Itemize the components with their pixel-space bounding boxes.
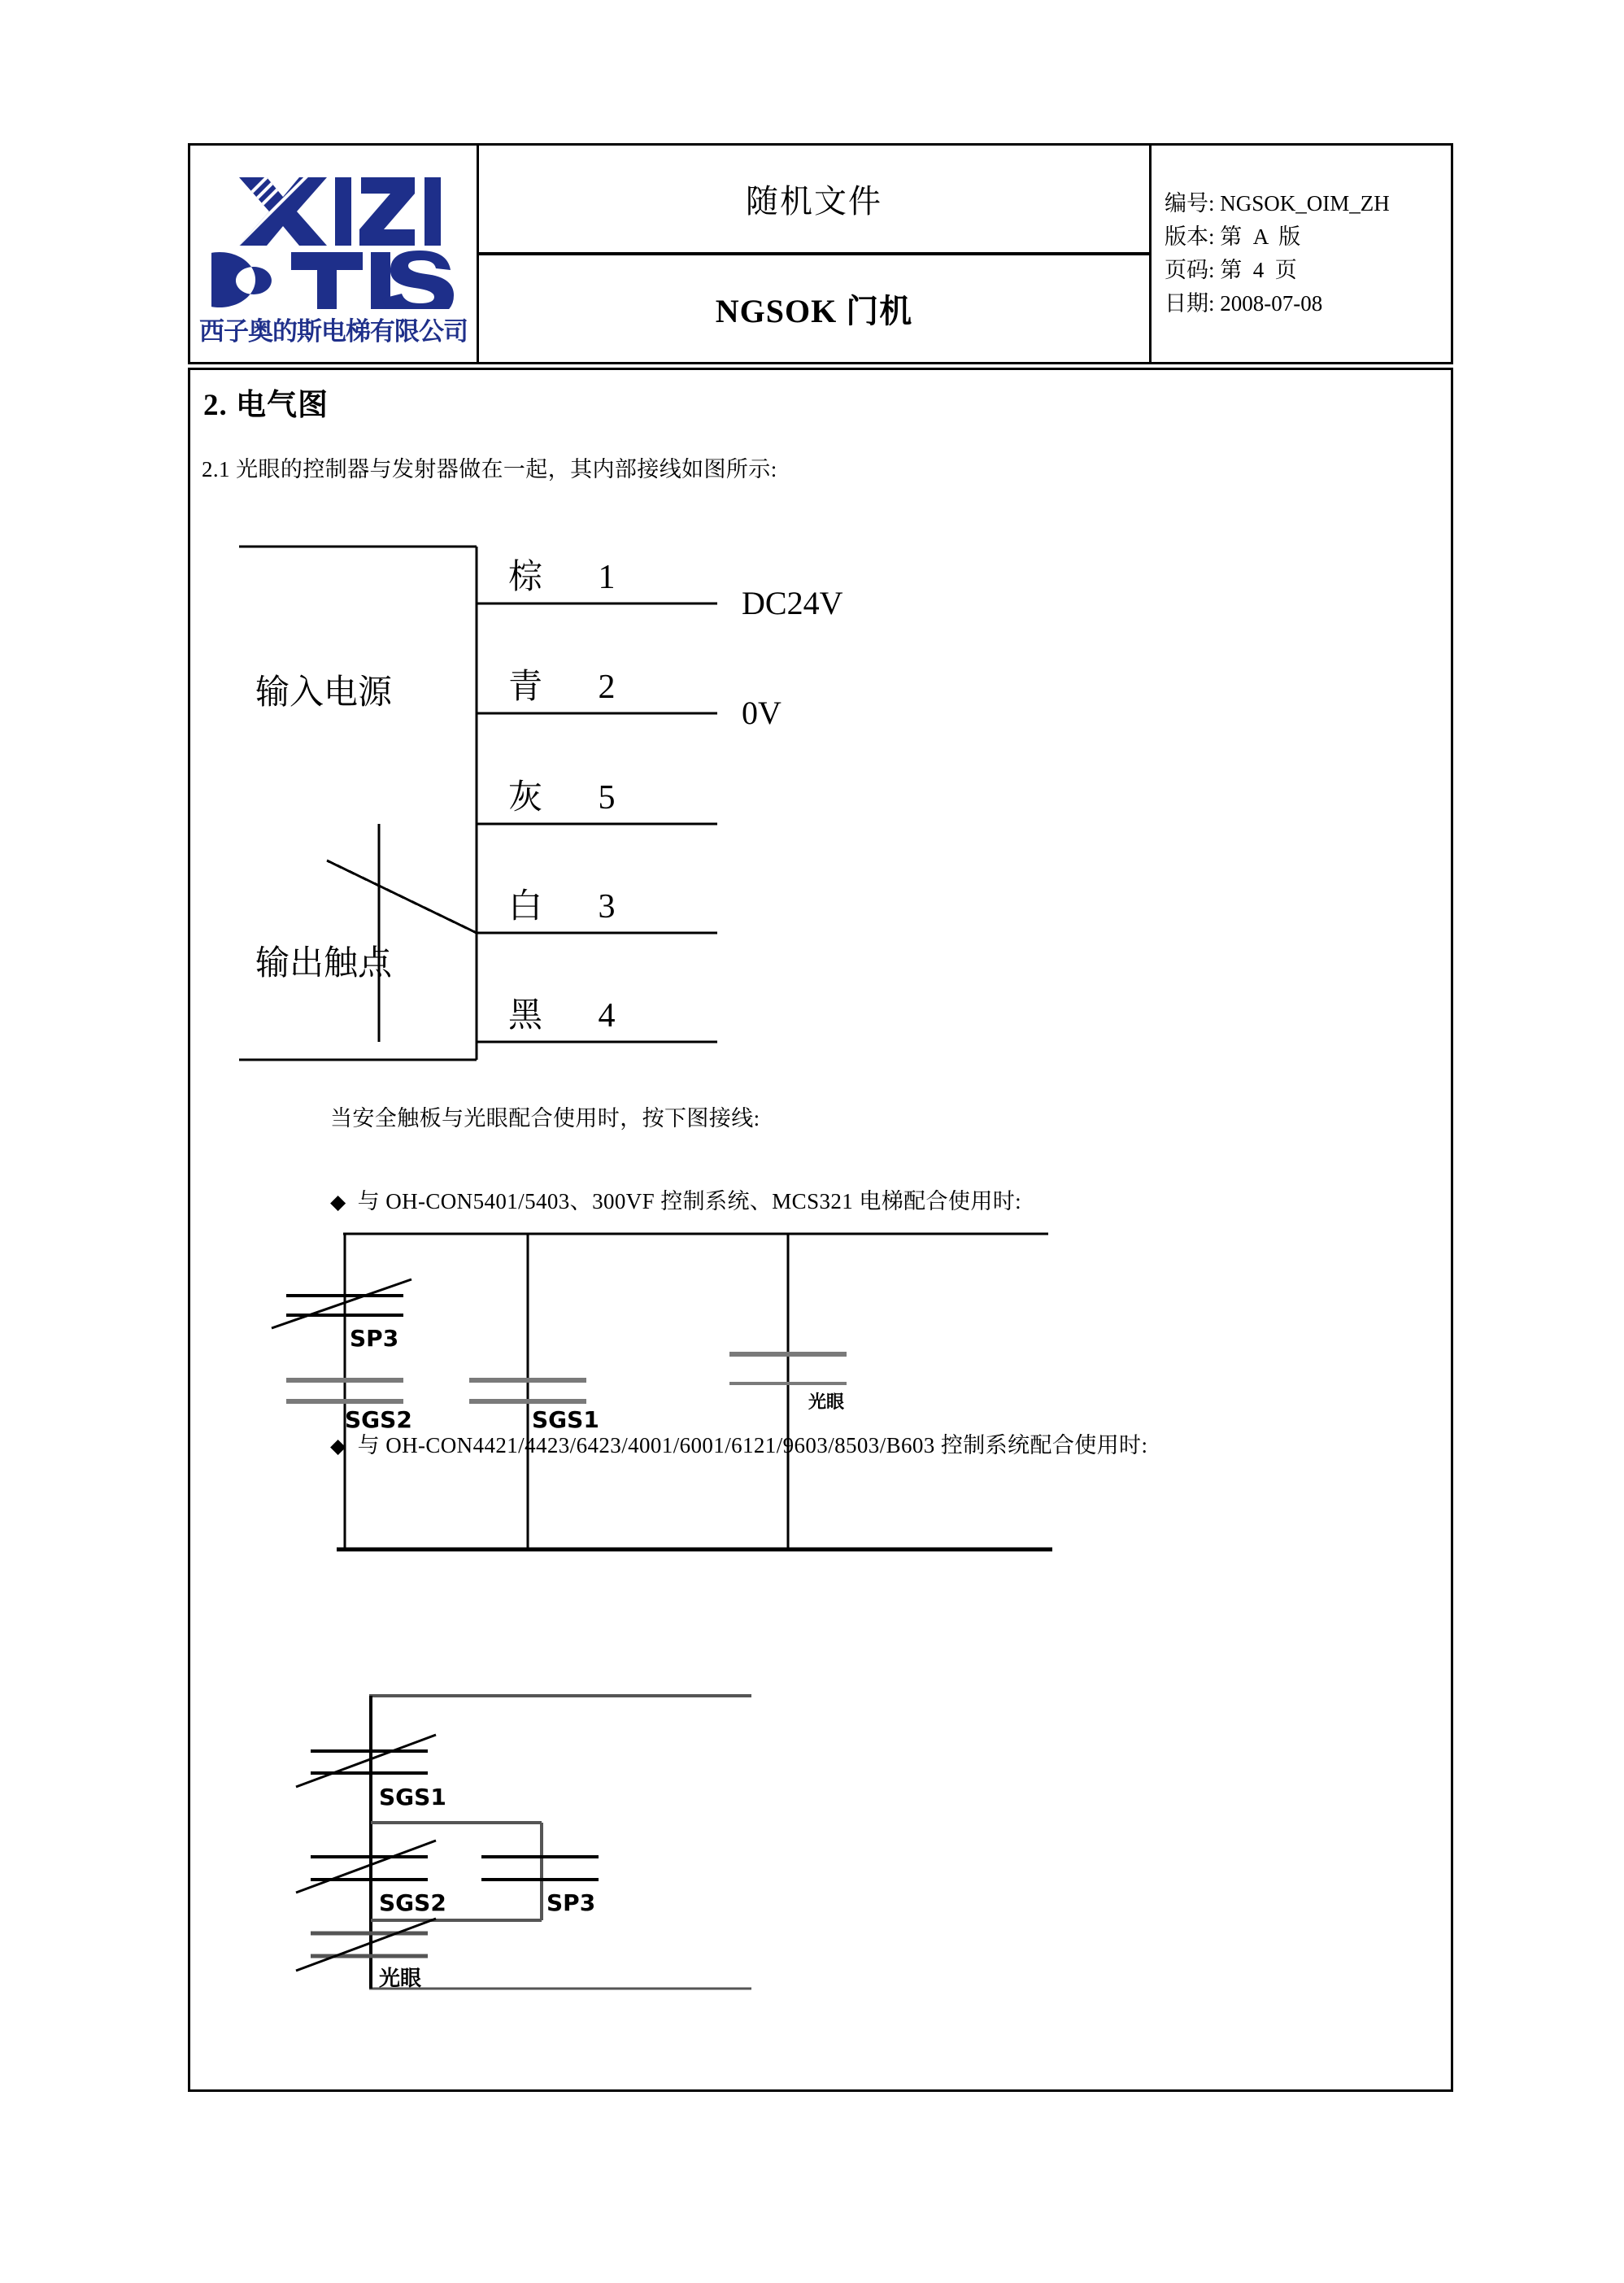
diagram-series-contacts xyxy=(190,1647,1166,2037)
wire-color-2: 青 xyxy=(507,669,543,706)
wire-color-3: 灰 xyxy=(507,779,543,817)
section-heading: 2. 电气图 xyxy=(203,389,329,422)
document-body xyxy=(188,368,1453,2092)
meta-doc-number: 编号: NGSOK_OIM_ZH xyxy=(1165,190,1390,216)
label-input-power: 输入电源 xyxy=(255,674,393,712)
diamond-bullet-icon: ◆ xyxy=(330,1190,346,1213)
series-label-sp3: SP3 xyxy=(546,1889,596,1916)
bullet-1-text: 与 OH-CON5401/5403、300VF 控制系统、MCS321 电梯配合使用时: xyxy=(357,1189,1022,1213)
meta-page-number: 页码: 第 4 页 xyxy=(1165,258,1297,282)
header-doc-kind-cell xyxy=(479,146,1149,255)
header-cell-title xyxy=(479,146,1152,362)
logo-icon xyxy=(211,166,455,309)
wire-pin-5: 4 xyxy=(598,997,616,1035)
signal-0v: 0V xyxy=(742,695,782,731)
meta-date: 日期: 2008-07-08 xyxy=(1165,291,1323,316)
doc-kind-text: 随机文件 xyxy=(746,183,882,220)
series-label-sgs2: SGS2 xyxy=(379,1889,446,1916)
header-cell-logo xyxy=(190,146,479,362)
header-cell-meta xyxy=(1152,146,1451,362)
wire-color-4: 白 xyxy=(507,888,543,926)
label-output-contact: 输出触点 xyxy=(255,945,393,982)
wire-pin-4: 3 xyxy=(598,888,616,926)
bullet-item-2 xyxy=(330,1427,1147,1459)
meta-version: 版本: 第 A 版 xyxy=(1165,224,1301,249)
wire-color-1: 棕 xyxy=(507,559,543,596)
diagram-terminal-wiring xyxy=(190,525,1004,1078)
bullet-2-text: 与 OH-CON4421/4423/6423/4001/6001/6121/9603/8503/B603 控制系统配合使用时: xyxy=(357,1433,1148,1457)
series-label-sgs1: SGS1 xyxy=(379,1784,446,1810)
wire-pin-2: 2 xyxy=(598,669,616,706)
diagram-parallel-contacts xyxy=(190,1224,1166,1566)
paragraph-mid: 当安全触板与光眼配合使用时，按下图接线: xyxy=(330,1106,760,1131)
series-label-photoeye: 光眼 xyxy=(379,1967,422,1990)
contact-label-sgs1: SGS1 xyxy=(532,1406,599,1433)
contact-label-photoeye: 光眼 xyxy=(808,1392,845,1412)
wire-pin-1: 1 xyxy=(598,559,616,596)
wire-pin-3: 5 xyxy=(598,779,616,817)
contact-label-sgs2: SGS2 xyxy=(345,1406,412,1433)
document-header-table xyxy=(188,143,1453,364)
wire-color-5: 黑 xyxy=(507,997,543,1035)
paragraph-2-1: 2.1 光眼的控制器与发射器做在一起，其内部接线如图所示: xyxy=(202,457,777,481)
doc-name-text: NGSOK 门机 xyxy=(715,293,913,329)
xizi-otis-logo xyxy=(211,166,455,309)
diamond-bullet-icon-2: ◆ xyxy=(330,1434,346,1457)
header-doc-name-cell xyxy=(479,255,1149,362)
company-name-cn: 西子奥的斯电梯有限公司 xyxy=(199,316,468,346)
bullet-item-1 xyxy=(330,1183,1021,1215)
signal-dc24v: DC24V xyxy=(742,585,843,621)
contact-label-sp3: SP3 xyxy=(350,1325,399,1352)
